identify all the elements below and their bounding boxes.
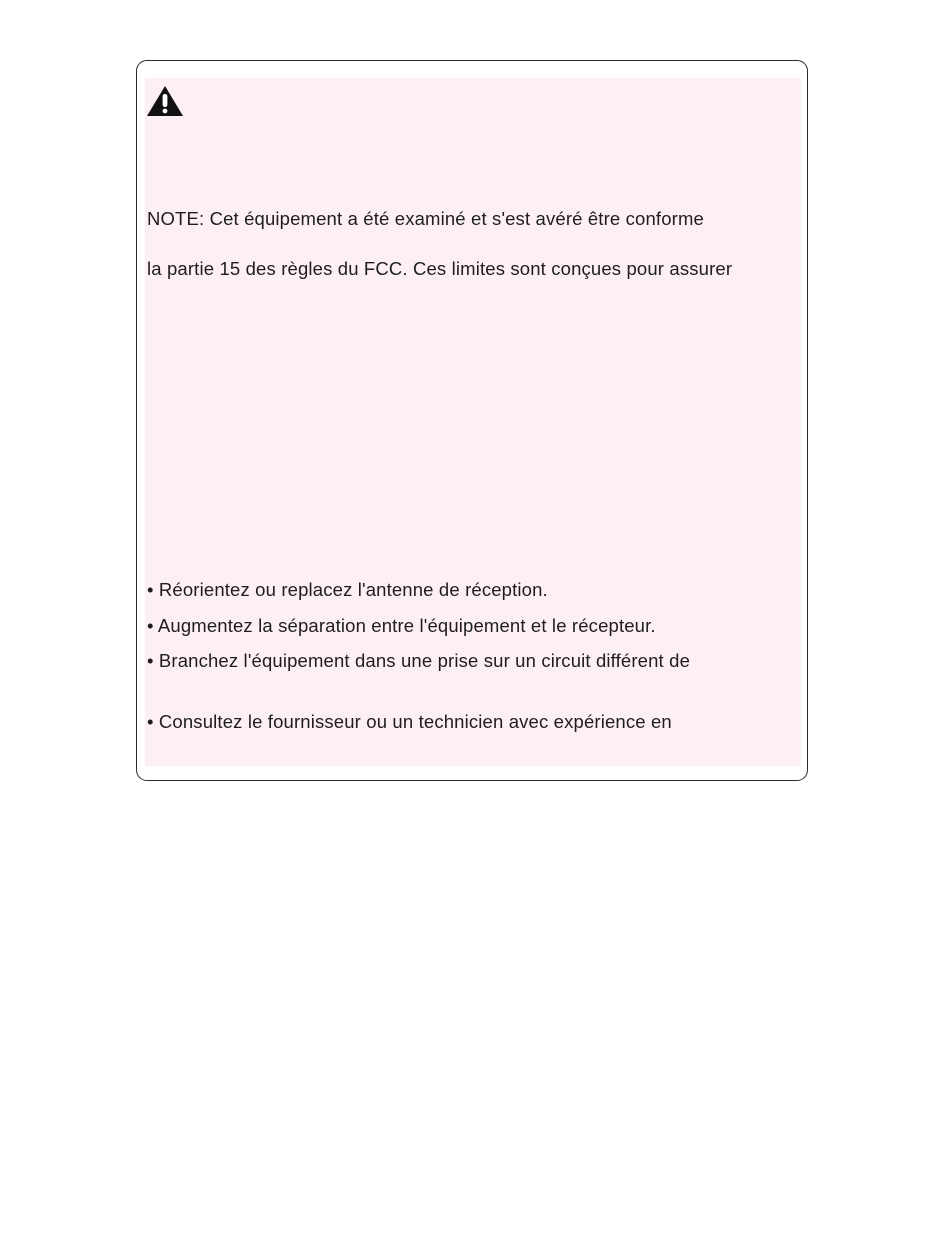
notice-panel [145,78,801,766]
bullet-increase-separation: • Augmentez la séparation entre l'équipement et le récepteur. [147,615,656,636]
fcc-notice-box [136,60,808,781]
bullet-consult-technician: • Consultez le fournisseur ou un technicien avec expérience en [147,711,672,732]
note-line-2: la partie 15 des règles du FCC. Ces limites sont conçues pour assurer [147,258,733,279]
bullet-different-circuit: • Branchez l'équipement dans une prise sur un circuit différent de [147,650,691,671]
bullet-reorient-antenna: • Réorientez ou replacez l'antenne de réception. [147,579,548,600]
warning-triangle-icon [146,85,184,117]
note-line-1: NOTE: Cet équipement a été examiné et s'est avéré être conforme [147,208,704,229]
